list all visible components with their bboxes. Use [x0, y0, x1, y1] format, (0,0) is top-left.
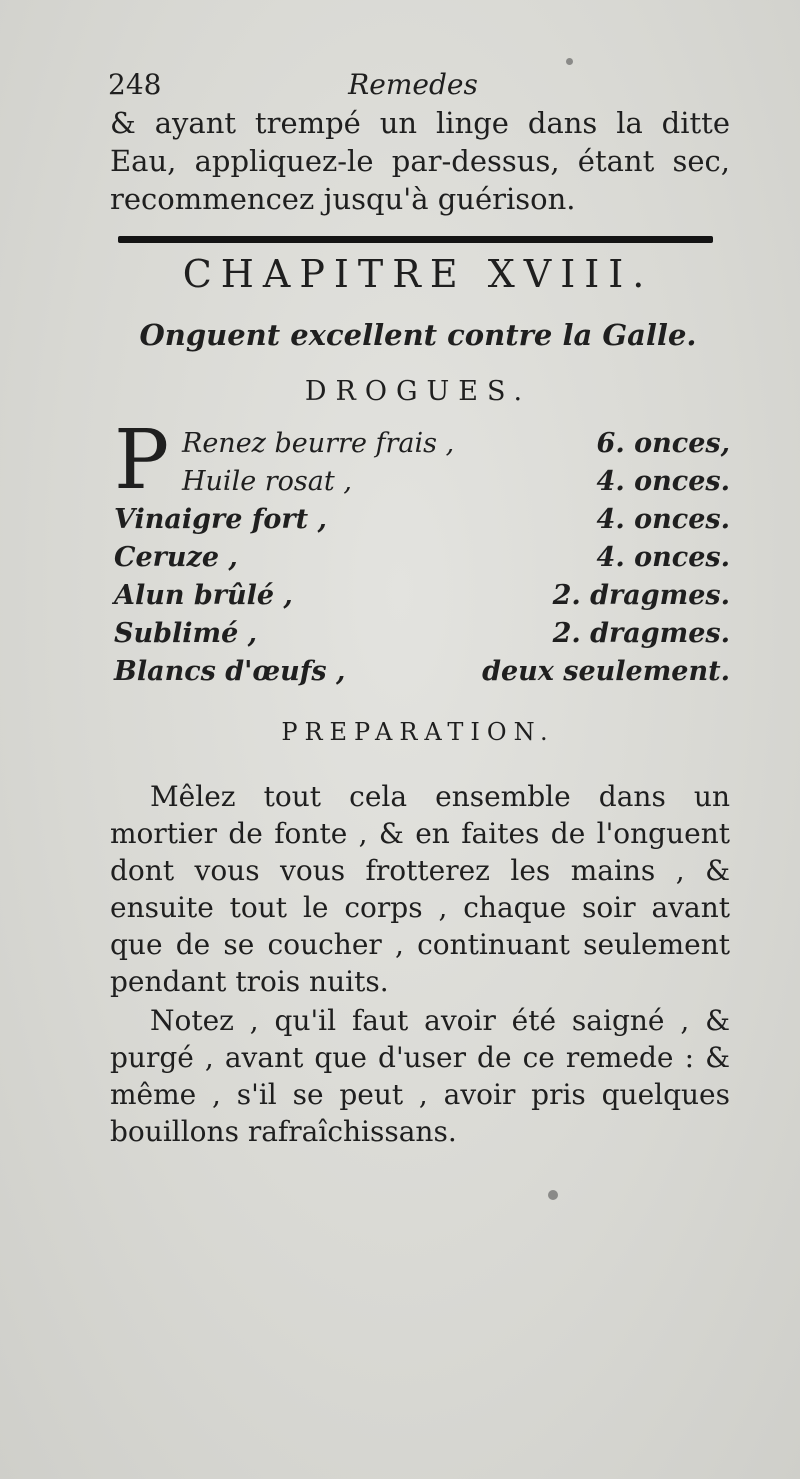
ingredient-name: Alun brûlé ,	[114, 580, 293, 611]
running-title: Remedes	[348, 68, 478, 101]
ingredient-quantity: 2. dragmes.	[552, 618, 730, 649]
running-head	[108, 68, 718, 108]
preparation-paragraph: Mêlez tout cela ensemble dans un mortier de fonte , & en faites de l'onguent dont vous vous frotterez les mains , & ensuite tout le corps , chaque soir avant que de se coucher , continuant seulement pendant trois nuits.	[110, 780, 730, 998]
ingredient-row	[114, 466, 730, 504]
ingredient-quantity: 4. onces.	[596, 542, 730, 573]
ingredient-quantity: 4. onces.	[596, 466, 730, 497]
drogues-heading: DROGUES.	[304, 376, 532, 407]
page-number: 248	[108, 68, 162, 101]
ingredient-quantity: 2. dragmes.	[552, 580, 730, 611]
ingredient-row	[114, 580, 730, 618]
ingredient-name: Sublimé ,	[114, 618, 258, 649]
ingredient-name: Huile rosat ,	[182, 466, 352, 497]
ingredient-quantity: 6. onces,	[596, 428, 730, 459]
chapter-subtitle: Onguent excellent contre la Galle.	[139, 318, 697, 352]
ingredient-name: Vinaigre fort ,	[114, 504, 327, 535]
preparation-text	[110, 778, 730, 1150]
chapter-rule	[118, 236, 713, 243]
ingredient-name: Ceruze ,	[114, 542, 238, 573]
preparation-heading: PREPARATION.	[281, 718, 555, 746]
ingredient-quantity: deux seulement.	[482, 656, 730, 687]
opening-paragraph: & ayant trempé un linge dans la ditte Eau, appliquez-le par-dessus, étant sec, recommencez jusqu'à guérison.	[110, 106, 730, 216]
ingredient-name: Renez beurre frais ,	[182, 428, 455, 459]
chapter-title: CHAPITRE XVIII.	[182, 252, 654, 296]
ink-spot	[548, 1190, 558, 1200]
drop-cap: P	[114, 413, 170, 508]
ingredient-list	[114, 413, 730, 694]
ingredient-row	[114, 656, 730, 694]
ingredient-row	[114, 504, 730, 542]
notes-paragraph: Notez , qu'il faut avoir été saigné , & purgé , avant que d'user de ce remede : & même , s'il se peut , avoir pris quelques bouillons rafraîchissans.	[110, 1004, 730, 1148]
ink-spot	[566, 58, 573, 65]
ingredient-row	[114, 618, 730, 656]
ingredient-name: Blancs d'œufs ,	[114, 656, 346, 687]
ingredient-quantity: 4. onces.	[596, 504, 730, 535]
ingredient-row	[114, 542, 730, 580]
